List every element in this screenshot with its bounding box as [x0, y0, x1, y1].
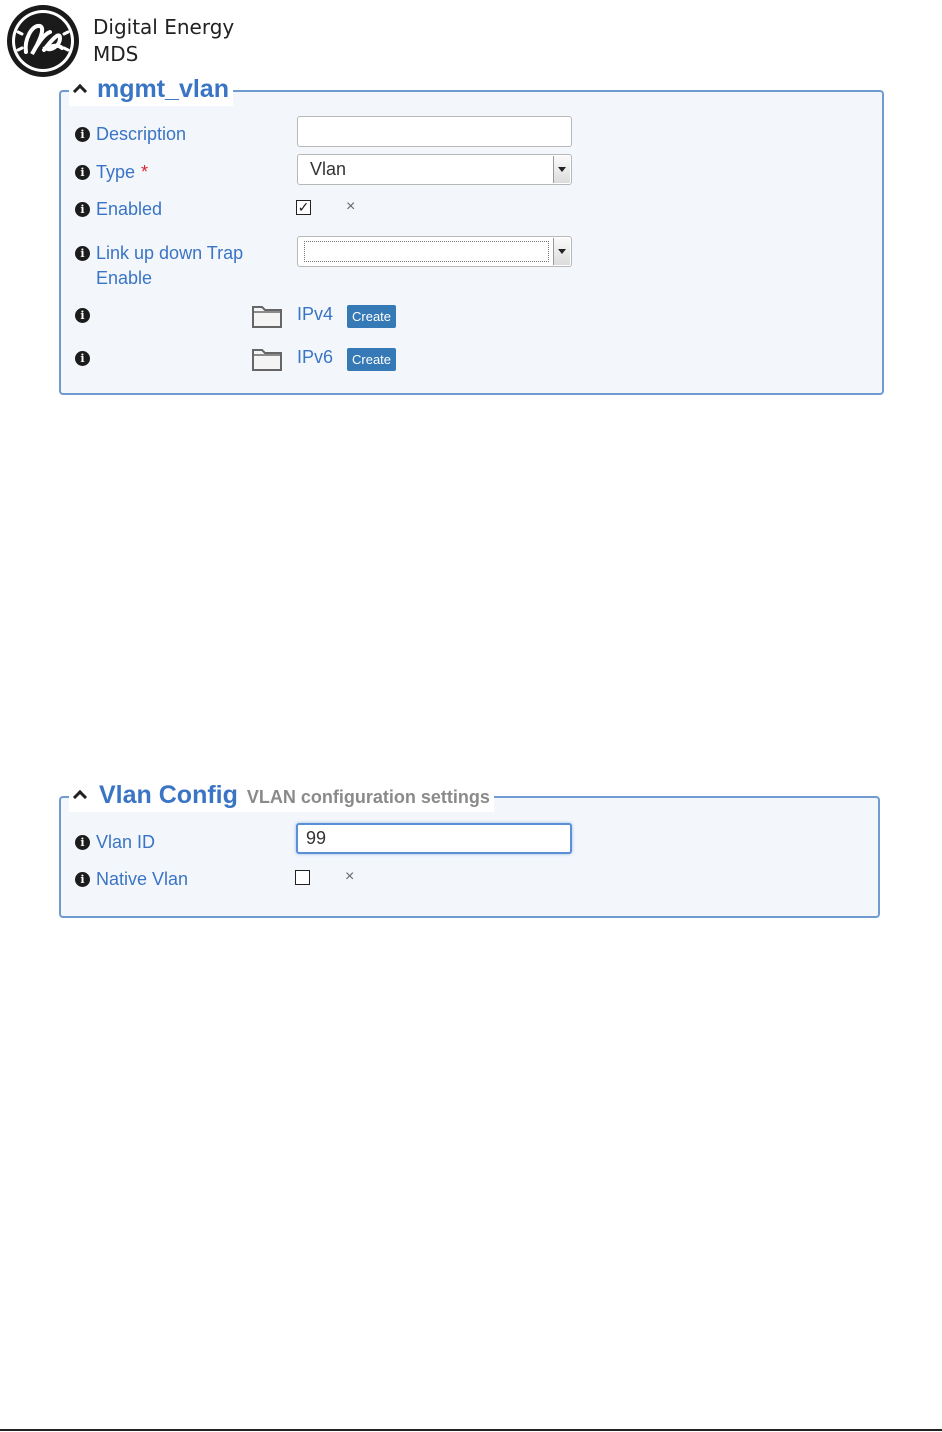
description-label: Description: [96, 124, 187, 144]
type-label: [96, 160, 148, 185]
ipv4-link[interactable]: IPv4: [297, 304, 334, 324]
page-bottom-rule: [0, 1429, 942, 1431]
chevron-down-icon[interactable]: [553, 156, 570, 183]
panel-legend: [69, 72, 233, 106]
folder-icon: [251, 303, 283, 329]
vlan-id-label: Vlan ID: [96, 832, 156, 852]
brand-name: [93, 14, 234, 68]
link-trap-label-line1: Link up down Trap: [96, 243, 244, 263]
type-select-value: Vlan: [310, 159, 347, 179]
panel-title: mgmt_vlan: [97, 74, 229, 103]
brand-line-2: MDS: [93, 42, 139, 66]
brand-line-1: Digital Energy: [93, 15, 235, 39]
link-trap-row: [75, 245, 243, 295]
link-trap-select[interactable]: [297, 236, 572, 267]
panel-title: Vlan Config: [99, 780, 238, 809]
vlan-id-row: [75, 834, 155, 859]
link-trap-select-value: [304, 241, 549, 262]
info-icon[interactable]: i: [75, 872, 90, 887]
info-icon[interactable]: i: [75, 165, 90, 180]
type-select[interactable]: [297, 154, 572, 185]
description-row: [75, 126, 186, 151]
ge-monogram-icon: [6, 4, 80, 78]
panel-legend: [69, 778, 494, 812]
panel-subtitle: VLAN configuration settings: [246, 786, 490, 807]
ipv6-row: [75, 350, 90, 366]
description-input[interactable]: [297, 116, 572, 147]
required-mark: *: [141, 162, 149, 182]
link-trap-label-line2: Enable: [96, 268, 153, 288]
ipv6-link[interactable]: IPv6: [297, 347, 334, 367]
type-label-text: Type: [96, 162, 136, 182]
native-vlan-label: Native Vlan: [96, 869, 189, 889]
chevron-down-icon[interactable]: [553, 238, 570, 265]
native-vlan-checkbox[interactable]: [295, 870, 310, 885]
enabled-label: Enabled: [96, 199, 163, 219]
info-icon[interactable]: i: [75, 127, 90, 142]
ipv4-row: [75, 307, 90, 323]
mgmt-vlan-panel: [59, 74, 884, 395]
collapse-chevron-icon[interactable]: [69, 785, 91, 805]
create-ipv4-button[interactable]: Create: [347, 305, 396, 328]
create-ipv6-button[interactable]: Create: [347, 348, 396, 371]
type-row: [75, 164, 148, 189]
native-vlan-row: [75, 871, 188, 896]
enabled-checkbox[interactable]: ✓: [297, 199, 310, 215]
info-icon[interactable]: i: [75, 246, 90, 261]
info-icon[interactable]: i: [75, 835, 90, 850]
collapse-chevron-icon[interactable]: [69, 79, 91, 99]
native-vlan-clear-icon[interactable]: ×: [345, 868, 355, 885]
enabled-clear-icon[interactable]: ×: [346, 198, 356, 215]
enabled-row: [75, 201, 162, 226]
link-trap-label: [96, 241, 243, 291]
vlan-id-input[interactable]: [296, 823, 572, 854]
info-icon[interactable]: i: [75, 351, 90, 366]
info-icon[interactable]: i: [75, 202, 90, 217]
vlan-config-panel: [59, 780, 880, 918]
info-icon[interactable]: i: [75, 308, 90, 323]
folder-icon: [251, 346, 283, 372]
